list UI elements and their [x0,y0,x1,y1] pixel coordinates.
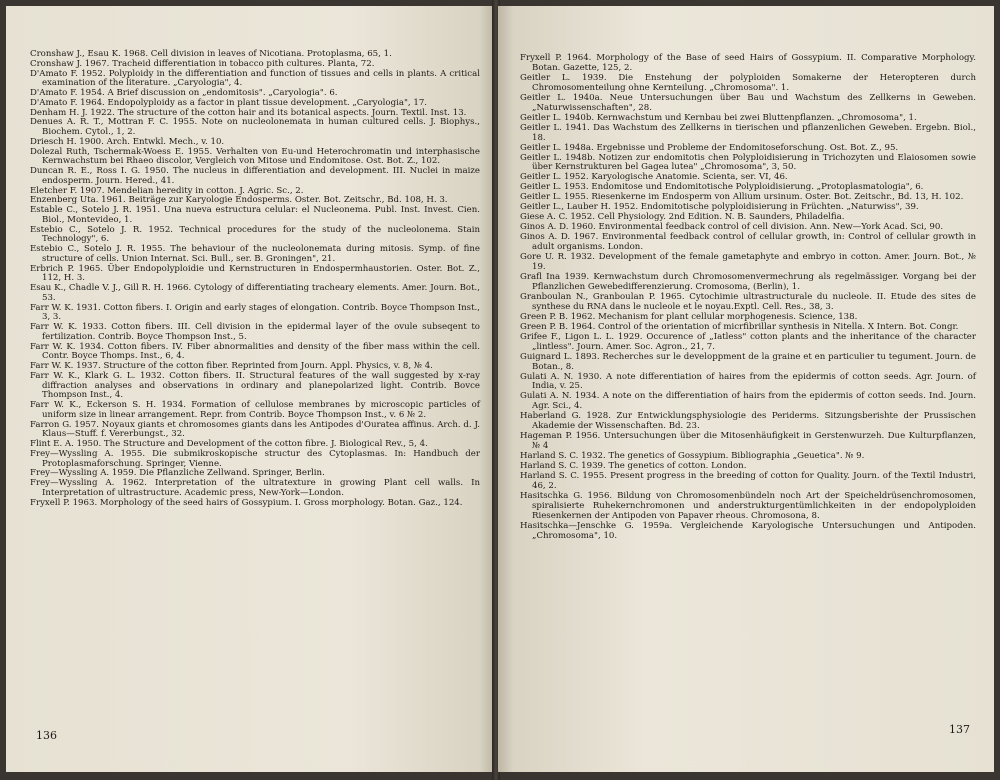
left-reference-list [30,50,480,508]
reference-entry: Geitler L., Lauber H. 1952. Endomitotische polyploidisierung in Früchten. „Naturwiss", 39. [520,202,919,213]
reference-entry: Green P. B. 1964. Control of the orientation of micrfibrillar synthesis in Nitella. X Intern. Bot. Congr. [520,321,959,332]
reference-entry: Fryxell P. 1964. Morphology of the Base of seed Hairs of Gossypium. II. Comparative Morphology. Botan. Gazette, 125, 2. [520,53,976,73]
reference-entry: D'Amato F. 1954. A Brief discussion on „endomitosis". „Caryologia". 6. [30,88,338,98]
reference-entry: Hageman P. 1956. Untersuchungen über die Mitosenhäufigkeit in Gerstenwurzeh. Due Kulturpflanzen, № 4 [520,431,976,452]
reference-entry: Guignard L. 1893. Recherches sur le developpment de la graine et en particulier tu tegument. Journ. de Botan., 8. [520,351,976,372]
reference-entry: Hasitschka—Jenschke G. 1959a. Vergleichende Karyologische Untersuchungen und Antipoden. „Chromosoma", 10. [520,520,976,541]
reference-entry: Farr W. K., Eckerson S. H. 1934. Formation of cellulose membranes by microscopic particles of uniform size in linear arrangement. Repr. from Contrib. Boyce Thompson Inst., v. 6 № 2. [30,400,480,420]
reference-entry: Farron G. 1957. Noyaux giants et chromosomes giants dans les Antipodes d'Ouratea affinus. Arch. d. J. Klaus—Stuff. f. Vererbungst., 32. [30,419,480,440]
reference-entry: Denham H. J. 1922. The structure of the cotton hair and its botanical aspects. Journ. Textil. Inst. 13. [30,107,467,118]
reference-entry: Esau K., Chadle V. J., Gill R. H. 1966. Cytology of differentiating tracheary elements. Amer. Journ. Bot., 53. [30,283,480,303]
reference-entry: Frey—Wyssling A. 1959. Die Pflanzliche Zellwand. Springer, Berlin. [30,468,325,479]
reference-entry: Geitler L. 1941. Das Wachstum des Zellkerns in tierischen und pflanzenlichen Geweben. Ergebn. Biol., 18. [520,122,976,143]
reference-entry: Geitler L. 1940b. Kernwachstum und Kernbau bei zwei Bluttenpflanzen. „Chromosoma", 1. [520,112,917,123]
reference-entry: Farr W. K., Klark G. L. 1932. Cotton fibers. II. Structural features of the wall suggested by x-ray diffraction analyses and observations in ordinary and planepolarized light. Contrib. Bovce Thompson Inst., 4. [30,370,480,401]
reference-entry: Geitler L. 1953. Endomitose und Endomitotische Polyploidisierung. „Protoplasmatologia", 6. [520,182,924,193]
reference-entry: Enzenberg Uta. 1961. Beiträge zur Karyologie Endosperms. Oster. Bot. Zeitschr., Bd. 108, H. 3. [30,195,448,206]
reference-entry: Farr W. K. 1937. Structure of the cotton fiber. Reprinted from Journ. Appl. Physics, v. 8, № 4. [30,361,433,371]
reference-entry: Geitler L. 1955. Riesenkerne im Endosperm von Allium ursinum. Oster. Bot. Zeitschr., Bd. 13, H. 102. [520,192,964,203]
reference-entry: Farr W. K. 1934. Cotton fibers. IV. Fiber abnormalities and density of the fiber mass within the cell. Contr. Boyce Thomps. Inst., 6, 4. [30,341,480,362]
reference-entry: Gulati A. N. 1930. A note differentiation of haires from the epidermis of cotton seeds. Agr. Journ. of India, v. 25. [520,371,976,392]
reference-entry: Geitler L. 1940a. Neue Untersuchungen über Bau und Wachstum des Zellkerns in Geweben. „Naturwissenschaften", 28. [520,92,976,113]
right-page [498,6,994,772]
reference-entry: D'Amato F. 1952. Polyploidy in the differentiation and function of tissues and cells in plants. A critical examination of the literature. „Caryologia", 4. [30,68,480,89]
reference-entry: Estebio C., Sotelo J. R. 1955. The behaviour of the nucleolonemata during mitosis. Symp. of fine structure of cells. Union Internat. Sci. Bull., ser. B. Groningen", 21. [30,244,480,264]
reference-entry: Farr W. K. 1931. Cotton fibers. I. Origin and early stages of elongation. Contrib. Boyce Thompson Inst., 3, 3. [30,302,480,323]
reference-entry: Erbrich P. 1965. Über Endopolyploidie und Kernstructuren in Endospermhaustorien. Oster. Bot. Z., 112, H. 3. [30,263,480,284]
reference-entry: Denues A. R. T., Mottran F. C. 1955. Note on nucleolonemata in human cultured cells. J. Biophys., Biochem. Cytol., 1, 2. [30,117,480,137]
reference-entry: Estebio C., Sotelo J. R. 1952. Technical procedures for the study of the nucleolonema. Stain Technology", 6. [30,224,480,245]
reference-entry: Granboulan N., Granboulan P. 1965. Cytochimie ultrastructurale du nucleole. II. Etude des sites de synthese du RNA dans le nucleole et le noyau.Exptl. Cell. Res., 38, 3. [520,291,976,312]
left-page [6,6,494,772]
reference-entry: Geitler L. 1948b. Notizen zur endomitotis chen Polyploidisierung in Trichozyten und Elaiosomen sowie über Kernstrukturen bel Gagea lutea" „Chromosoma", 3, 50. [520,152,976,173]
reference-entry: Haberland G. 1928. Zur Entwicklungsphysiologie des Periderms. Sitzungsberishte der Prussischen Akademie der Wissenschaften. Bd. 23. [520,411,976,432]
reference-entry: Cronshaw J., Esau K. 1968. Cell division in leaves of Nicotiana. Protoplasma, 65, 1. [30,49,392,59]
reference-entry: Fryxell P. 1963. Morphology of the seed hairs of Gossypium. I. Gross morphology. Botan. Gaz., 124. [30,497,463,508]
reference-entry: Ginos A. D. 1967. Environmental feedback control of cellular growth, in: Control of cellular growth in adult organisms. London. [520,232,976,253]
reference-entry: Gore U. R. 1932. Development of the female gametaphyte and embryo in cotton. Amer. Journ. Bot., № 19. [520,252,976,273]
reference-entry: Grifee F., Ligon L. L. 1929. Occurence of „Iatless" cotton plants and the inheritance of the character „lintless". Journ. Amer. Soc. Agron., 21, 7. [520,331,976,352]
reference-entry: Grafl Ina 1939. Kernwachstum durch Chromosomenvermechrung als regelmässiger. Vorgang bei der Pflanzlichen Gewebedifferenzierung. Cromosoma, (Berlin), 1. [520,271,976,292]
reference-entry: Giese A. C. 1952. Cell Physiology. 2nd Edition. N. B. Saunders, Philadelfia. [520,212,845,223]
reference-entry: Gulati A. N. 1934. A note on the differentiation of hairs from the epidermis of cotton seeds. Ind. Journ. Agr. Sci., 4. [520,391,976,412]
reference-entry: Driesch H. 1900. Arch. Entwkl. Mech., v. 10. [30,136,225,147]
reference-entry: Farr W. K. 1933. Cotton fibers. III. Cell division in the epidermal layer of the ovule subseqent to fertilization. Contrib. Boyce Thompson Inst., 5. [30,322,480,342]
reference-entry: D'Amato F. 1964. Endopolyploidy as a factor in plant tissue development. „Caryologia", 17. [30,97,428,108]
reference-entry: Harland S. C. 1932. The genetics of Gossypium. Bibliographia „Geuetica". № 9. [520,451,865,462]
right-page-number: 137 [949,723,970,736]
reference-entry: Hasitschka G. 1956. Bildung von Chromosomenbündeln noch Art der Speicheldrüsenchromosomen, spiralisierte Ruhekernchromonen und anderstrukturgentümlichkeiten in der endopolyploiden Riesenkernen der Antipoden von Papaver rheous. Chromosona, 8. [520,490,976,521]
reference-entry: Frey—Wyssling A. 1955. Die submikroskopische structur des Cytoplasmas. In: Handbuch der Protoplasmaforschung. Springer, Vienne. [30,448,480,469]
reference-entry: Eletcher F. 1907. Mendelian heredity in cotton. J. Agric. Sc., 2. [30,185,304,196]
reference-entry: Dolezal Ruth, Tschermak-Woess E. 1955. Verhalten von Eu-und Heterochromatin und interphasische Kernwachstum bei Rhaeo discolor, Vergleich von Mitose und Endomitose. Ost. Bot. Z., 102. [30,146,480,167]
reference-entry: Cronshaw J. 1967. Tracheid differentiation in tobacco pith cultures. Planta, 72. [30,58,375,69]
reference-entry: Ginos A. D. 1960. Environmental feedback control of cell division. Ann. New—York Acad. Sci, 90. [520,222,944,233]
reference-entry: Flint E. A. 1950. The Structure and Development of the cotton fibre. J. Biological Rev., 5, 4. [30,439,428,449]
reference-entry: Harland S. C. 1955. Present progress in the breeding of cotton for Quality. Journ. of the Textil Industri, 46, 2. [520,471,976,491]
reference-entry: Green P. B. 1962. Mechanism for plant cellular morphogenesis. Science, 138. [520,311,858,322]
reference-entry: Geitler L. 1952. Karyologische Anatomie. Scienta, ser. VI, 46. [520,172,788,183]
reference-entry: Geitler L. 1948a. Ergebnisse und Probleme der Endomitoseforschung. Ost. Bot. Z., 95. [520,142,899,153]
reference-entry: Duncan R. E., Ross I. G. 1950. The nucleus in differentiation and development. III. Nuclei in maize endosperm. Journ. Hered., 41. [30,166,480,186]
reference-entry: Harland S. C. 1939. The genetics of cotton. London. [520,461,747,472]
reference-entry: Estable C., Sotelo J. R. 1951. Una nueva estructura celular: el Nucleonema. Publ. Inst. Invest. Cien. Biol., Montevideo, 1. [30,205,480,225]
reference-entry: Frey—Wyssling A. 1962. Interpretation of the ultratexture in growing Plant cell walls. In Interpretation of ultrastructure. Academic press, New-York—London. [30,478,480,498]
left-page-number: 136 [36,729,57,742]
reference-entry: Geitler L. 1939. Die Enstehung der polyploiden Somakerne der Heteropteren durch Chromosomenteilung ohne Kernteilung. „Chromosoma". 1. [520,72,976,93]
right-reference-list [520,54,976,542]
